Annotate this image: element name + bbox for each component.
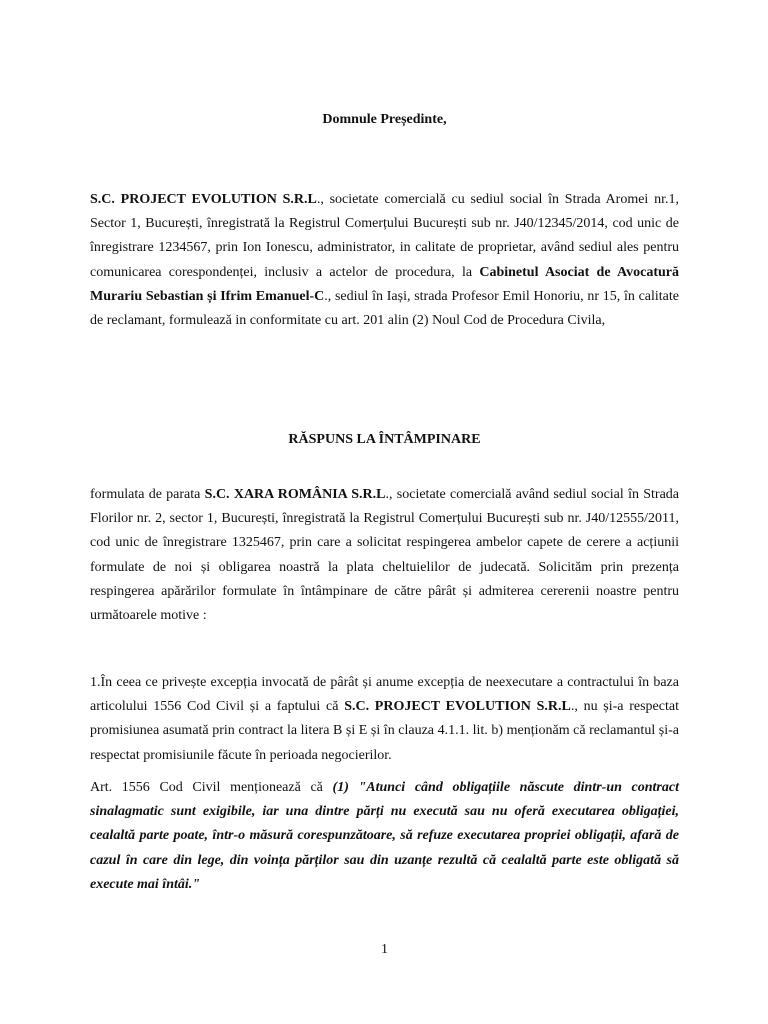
argument-intro-text: 1.În ceea ce privește excepția invocată de pârât și anume excepția de neexecutare a contractului în baza articolului 1556 Cod Civil și a faptului că <box>90 675 679 715</box>
argument-paragraph-1 <box>90 671 679 768</box>
defendant-details-text: ., societate comercială având sediul social în Strada Florilor nr. 2, sector 1, București, înregistrată la Registrul Comerțului București sub nr. J40/12555/2011, cod unic de înregistrare 1325467, prin care a solicitat respingerea ambelor capete de cerere a acțiunii formulate de noi și obligarea noastră la plata cheltuielilor de judecată. Solicităm prin prezența respingerea apărărilor formulate în întâmpinare de către pârât și admiterea cererenii noastre pentru următoarele motive : <box>90 487 679 624</box>
article-quote: (1) "Atunci când obligațiile născute dintr-un contract sinalagmatic sunt exigibile, iar una dintre părți nu execută sau nu oferă executarea obligației, cealaltă parte poate, într-o măsură corespunzătoare, să refuze executarea propriei obligații, afară de cazul în care din lege, din voința părților sau din uzanțe rezultă că cealaltă parte este obligată să execute mai întâi." <box>90 780 679 892</box>
article-intro-text: Art. 1556 Cod Civil menționează că <box>90 780 333 795</box>
page-number: 1 <box>381 942 388 957</box>
salutation: Domnule Președinte, <box>322 112 447 127</box>
plaintiff-details-text: ., societate comercială cu sediul social în Strada Aromei nr.1, Sector 1, București, înregistrată la Registrul Comerțului București sub nr. J40/12345/2014, cod unic de înregistrare 1234567, prin Ion Ionescu, administrator, in calitate de proprietar, având sediul ales pentru comunicarea corespondenței, inclusiv a actelor de procedura, la <box>90 192 679 280</box>
argument-company-name: S.C. PROJECT EVOLUTION S.R.L <box>344 699 571 715</box>
plaintiff-company-name: S.C. PROJECT EVOLUTION S.R.L <box>90 192 317 207</box>
law-firm-details-text: ., sediul în Iași, strada Profesor Emil Honoriu, nr 15, în calitate de reclamant, formulează in conformitate cu art. 201 alin (2) Noul Cod de Procedura Civila, <box>90 288 679 329</box>
defendant-company-name: S.C. XARA ROMÂNIA S.R.L <box>204 487 386 502</box>
document-page <box>90 0 679 1024</box>
document-title: RĂSPUNS LA ÎNTÂMPINARE <box>288 432 481 447</box>
defendant-paragraph <box>90 483 679 628</box>
law-firm-name: Cabinetul Asociat de Avocatură Murariu Sebastian și Ifrim Emanuel-C <box>90 264 679 304</box>
plaintiff-paragraph <box>90 188 679 333</box>
defendant-intro-text: formulata de parata <box>90 487 205 502</box>
argument-details-text: ., nu și-a respectat promisiunea asumată prin contract la litera B și E și în clauza 4.1.1. lit. b) menționăm că reclamantul și-a respectat promisiunile făcute în perioada negocierilor. <box>90 699 679 763</box>
article-citation-paragraph <box>90 776 679 897</box>
